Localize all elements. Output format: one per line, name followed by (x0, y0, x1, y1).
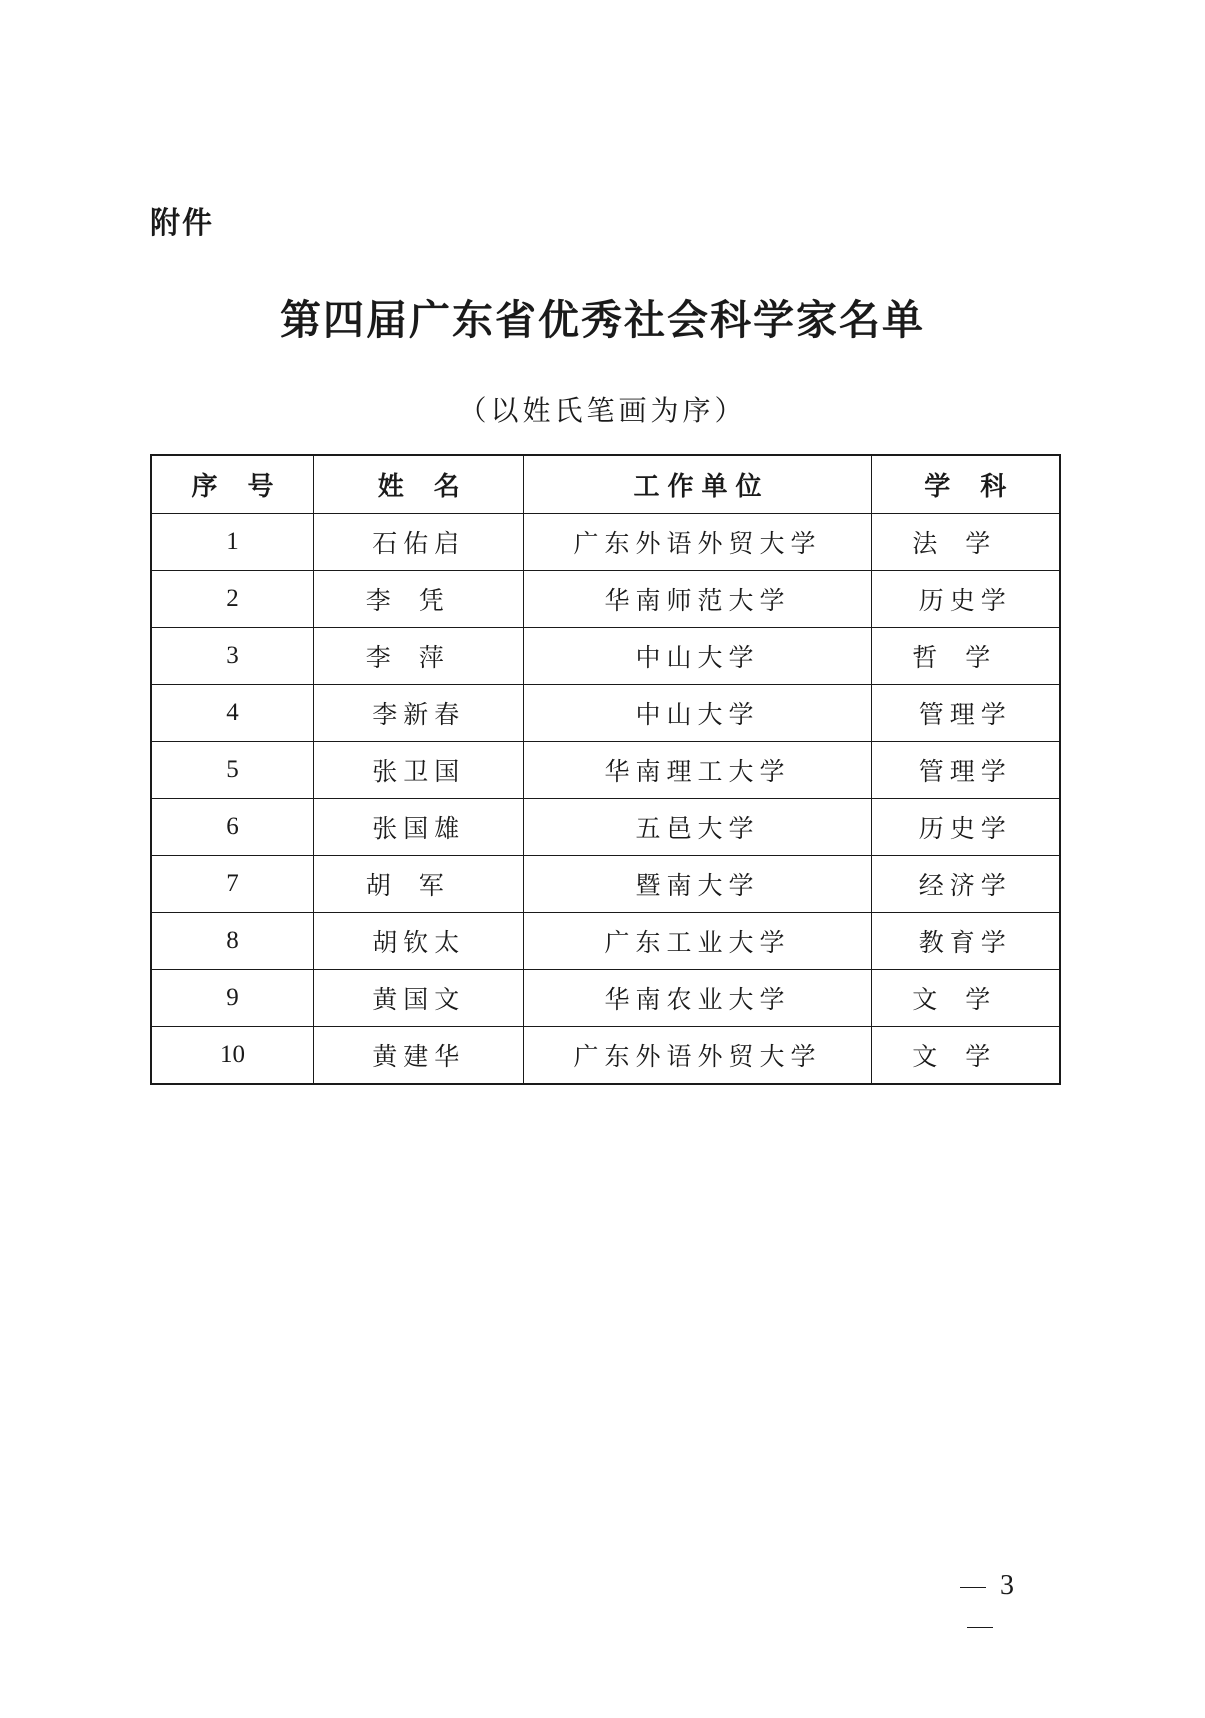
cell-name: 胡钦太 (313, 913, 524, 970)
document-title: 第四届广东省优秀社会科学家名单 (280, 296, 925, 344)
cell-name: 李凭 (313, 571, 524, 628)
cell-unit: 中山大学 (524, 685, 871, 742)
cell-discipline: 历史学 (871, 799, 1060, 856)
table-row (151, 742, 1060, 799)
cell-name: 黄国文 (313, 970, 524, 1027)
page-number (920, 1566, 1040, 1646)
page-number-dash-left (960, 1587, 986, 1589)
table-row (151, 628, 1060, 685)
cell-discipline: 管理学 (871, 742, 1060, 799)
cell-name: 李萍 (313, 628, 524, 685)
cell-index: 2 (151, 571, 313, 628)
table-row (151, 799, 1060, 856)
table-row (151, 856, 1060, 913)
cell-name: 石佑启 (313, 514, 524, 571)
cell-index: 1 (151, 514, 313, 571)
cell-name: 张国雄 (313, 799, 524, 856)
cell-unit: 五邑大学 (524, 799, 871, 856)
cell-unit: 中山大学 (524, 628, 871, 685)
cell-index: 8 (151, 913, 313, 970)
cell-discipline: 文学 (871, 970, 1060, 1027)
header-index: 序号 (151, 455, 313, 514)
cell-index: 4 (151, 685, 313, 742)
cell-name: 张卫国 (313, 742, 524, 799)
scientist-list-table (150, 454, 1061, 1085)
cell-unit: 广东外语外贸大学 (524, 1027, 871, 1085)
cell-discipline: 文学 (871, 1027, 1060, 1085)
attachment-label: 附件 (150, 206, 214, 241)
document-subtitle: （以姓氏笔画为序） (458, 394, 747, 427)
cell-index: 7 (151, 856, 313, 913)
table-header-row (151, 455, 1060, 514)
table-row (151, 514, 1060, 571)
cell-discipline: 法学 (871, 514, 1060, 571)
cell-discipline: 管理学 (871, 685, 1060, 742)
cell-name: 胡军 (313, 856, 524, 913)
page-number-value: 3 (1000, 1570, 1014, 1601)
table-row (151, 685, 1060, 742)
cell-unit: 华南师范大学 (524, 571, 871, 628)
cell-unit: 华南理工大学 (524, 742, 871, 799)
header-name: 姓名 (313, 455, 524, 514)
cell-index: 9 (151, 970, 313, 1027)
page-number-dash-right (967, 1627, 993, 1629)
table-row (151, 913, 1060, 970)
cell-discipline: 经济学 (871, 856, 1060, 913)
cell-discipline: 教育学 (871, 913, 1060, 970)
cell-unit: 华南农业大学 (524, 970, 871, 1027)
cell-name: 李新春 (313, 685, 524, 742)
cell-name: 黄建华 (313, 1027, 524, 1085)
table-row (151, 970, 1060, 1027)
table-row (151, 1027, 1060, 1085)
cell-unit: 暨南大学 (524, 856, 871, 913)
header-unit: 工作单位 (524, 455, 871, 514)
cell-index: 6 (151, 799, 313, 856)
cell-discipline: 历史学 (871, 571, 1060, 628)
cell-unit: 广东工业大学 (524, 913, 871, 970)
cell-index: 3 (151, 628, 313, 685)
header-discipline: 学科 (871, 455, 1060, 514)
cell-unit: 广东外语外贸大学 (524, 514, 871, 571)
cell-discipline: 哲学 (871, 628, 1060, 685)
cell-index: 10 (151, 1027, 313, 1085)
table-row (151, 571, 1060, 628)
cell-index: 5 (151, 742, 313, 799)
